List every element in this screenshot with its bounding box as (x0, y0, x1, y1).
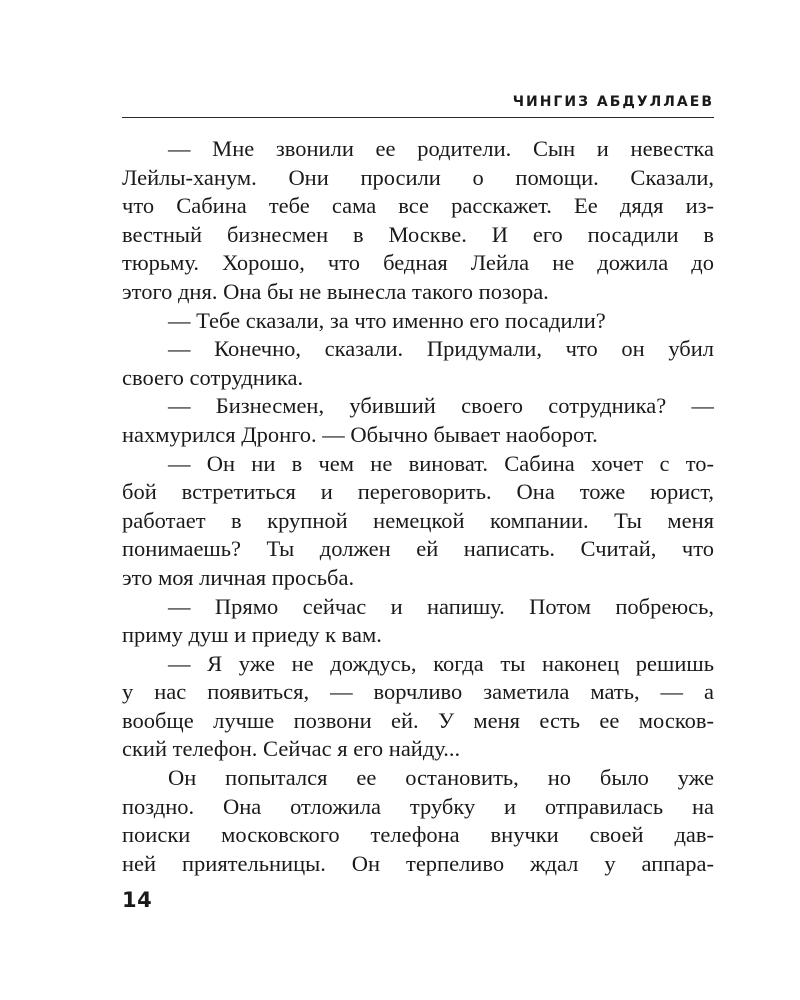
running-head-author: ЧИНГИЗ АБДУЛЛАЕВ (512, 94, 714, 110)
text-line: — Тебе сказали, за что именно его посадили? (168, 307, 606, 333)
text-line: Он попытался ее остановить, но было уже (168, 765, 714, 791)
text-line: — Я уже не дождусь, когда ты наконец решишь (168, 650, 714, 676)
text-line: бой встретиться и переговорить. Она тоже юрист, (122, 479, 714, 505)
text-line: ский телефон. Сейчас я его найду... (122, 736, 461, 762)
header-rule (122, 117, 714, 118)
text-line: — Бизнесмен, убивший своего сотрудника? — (168, 393, 714, 419)
text-line: этого дня. Она бы не вынесла такого позора. (122, 278, 549, 304)
text-line: нахмурился Дронго. — Обычно бывает наоборот. (122, 421, 598, 447)
text-line: Лейлы-ханум. Они просили о помощи. Сказали, (122, 164, 714, 190)
text-line: поиски московского телефона внучки своей дав- (122, 822, 714, 848)
text-line: — Он ни в чем не виноват. Сабина хочет с то- (168, 450, 714, 476)
text-line: это моя личная просьба. (122, 564, 355, 590)
text-line: у нас появиться, — ворчливо заметила мать, — а (122, 679, 714, 705)
text-line: поздно. Она отложила трубку и отправилась на (122, 793, 714, 819)
text-line: приму душ и приеду к вам. (122, 622, 382, 648)
text-line: понимаешь? Ты должен ей написать. Считай, что (122, 536, 714, 562)
text-line: тюрьму. Хорошо, что бедная Лейла не дожила до (122, 250, 714, 276)
text-line: своего сотрудника. (122, 364, 304, 390)
text-line: вообще лучше позвони ей. У меня есть ее москов- (122, 707, 714, 733)
text-line: что Сабина тебе сама все расскажет. Ее дядя из- (122, 193, 714, 219)
text-line: — Прямо сейчас и напишу. Потом побреюсь, (168, 593, 714, 619)
text-line: — Конечно, сказали. Придумали, что он убил (168, 336, 714, 362)
text-line: вестный бизнесмен в Москве. И его посадили в (122, 221, 714, 247)
page-number: 14 (122, 888, 153, 912)
text-line: ней приятельницы. Он терпеливо ждал у аппара- (122, 850, 714, 876)
text-line: работает в крупной немецкой компании. Ты меня (122, 507, 714, 533)
text-line: — Мне звонили ее родители. Сын и невестка (168, 136, 714, 161)
body-text (122, 135, 714, 878)
